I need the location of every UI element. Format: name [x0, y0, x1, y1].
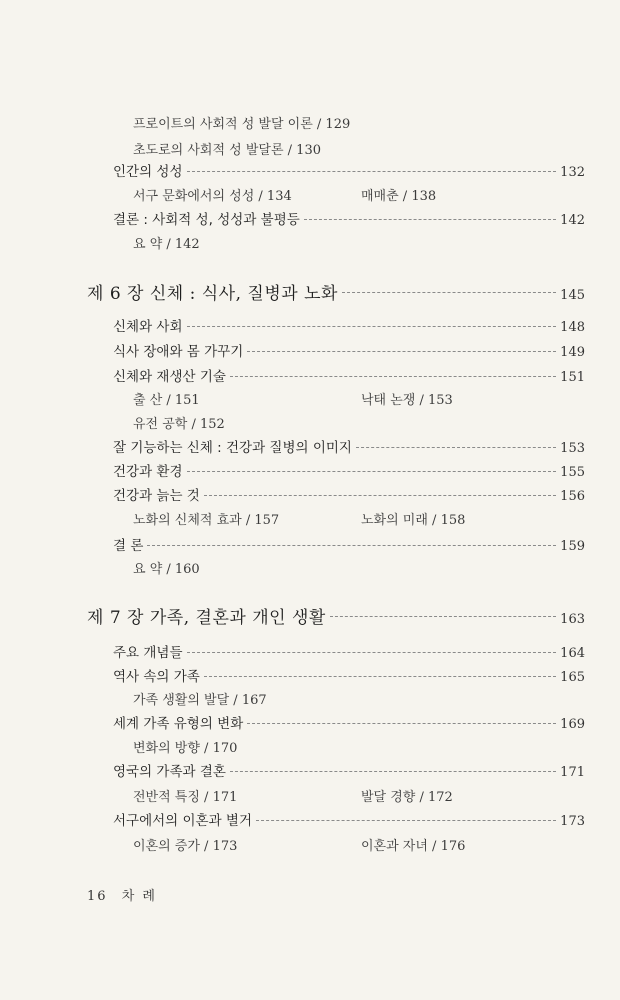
toc-subentry: 이혼의 증가 / 173	[133, 839, 238, 854]
toc-subentry: 출 산 / 151	[133, 393, 200, 408]
chapter-page: 163	[560, 612, 585, 627]
leader-dots	[204, 676, 556, 677]
toc-entry-page: 148	[560, 320, 585, 335]
toc-subentry: 서구 문화에서의 성성 / 134	[133, 189, 292, 204]
toc-subentry: 요 약 / 142	[133, 237, 200, 252]
toc-entry	[113, 439, 585, 458]
toc-entry-title: 잘 기능하는 신체 : 건강과 질병의 이미지	[113, 440, 352, 456]
footer-label: 차 례	[121, 889, 157, 904]
leader-dots	[247, 723, 556, 724]
chapter-title: 제 7 장 가족, 결혼과 개인 생활	[87, 608, 326, 628]
toc-subentry: 노화의 신체적 효과 / 157	[133, 513, 280, 528]
chapter-page: 145	[560, 288, 585, 303]
toc-subentry: 변화의 방향 / 170	[133, 741, 238, 756]
toc-entry-page: 173	[560, 814, 585, 829]
page-footer	[87, 885, 157, 904]
toc-entry-title: 주요 개념들	[113, 645, 183, 661]
toc-entry	[113, 715, 585, 734]
toc-entry	[113, 812, 585, 831]
toc-entry-title: 건강과 늙는 것	[113, 488, 200, 504]
leader-dots	[147, 545, 556, 546]
toc-entry	[113, 211, 585, 230]
toc-entry-title: 신체와 재생산 기술	[113, 369, 226, 385]
toc-entry	[113, 487, 585, 506]
toc-entry-page: 164	[560, 646, 585, 661]
toc-entry	[113, 668, 585, 687]
leader-dots	[230, 771, 556, 772]
leader-dots	[342, 292, 556, 293]
toc-entry	[113, 463, 585, 482]
leader-dots	[204, 495, 556, 496]
toc-subentry: 발달 경향 / 172	[361, 790, 453, 805]
leader-dots	[187, 652, 557, 653]
chapter-heading	[87, 607, 585, 631]
toc-entry-page: 159	[560, 539, 585, 554]
leader-dots	[256, 820, 556, 821]
leader-dots	[230, 376, 556, 377]
toc-entry-title: 건강과 환경	[113, 464, 183, 480]
toc-entry-title: 식사 장애와 몸 가꾸기	[113, 344, 244, 360]
toc-entry-page: 149	[560, 345, 585, 360]
toc-entry-title: 영국의 가족과 결혼	[113, 764, 226, 780]
toc-subentry: 전반적 특징 / 171	[133, 790, 238, 805]
toc-entry	[113, 537, 585, 556]
toc-entry	[113, 763, 585, 782]
toc-subentry: 초도로의 사회적 성 발달론 / 130	[133, 143, 321, 158]
toc-entry-title: 결론 : 사회적 성, 성성과 불평등	[113, 212, 300, 228]
toc-subentry: 유전 공학 / 152	[133, 417, 225, 432]
footer-page-number: 16	[87, 889, 108, 904]
leader-dots	[304, 219, 556, 220]
toc-entry-page: 171	[560, 765, 585, 780]
toc-subentry: 이혼과 자녀 / 176	[361, 839, 466, 854]
toc-entry	[113, 318, 585, 337]
chapter-title: 제 6 장 신체 : 식사, 질병과 노화	[87, 284, 338, 304]
toc-subentry: 요 약 / 160	[133, 562, 200, 577]
toc-entry-page: 169	[560, 717, 585, 732]
toc-entry-page: 165	[560, 670, 585, 685]
toc-entry-page: 155	[560, 465, 585, 480]
toc-entry	[113, 163, 585, 182]
leader-dots	[247, 351, 556, 352]
toc-subentry: 낙태 논쟁 / 153	[361, 393, 453, 408]
toc-entry-title: 역사 속의 가족	[113, 669, 200, 685]
toc-entry-title: 인간의 성성	[113, 164, 183, 180]
toc-subentry: 가족 생활의 발달 / 167	[133, 693, 267, 708]
toc-entry	[113, 343, 585, 362]
leader-dots	[187, 171, 557, 172]
toc-subentry: 매매춘 / 138	[361, 189, 437, 204]
toc-entry-page: 142	[560, 213, 585, 228]
toc-entry-page: 151	[560, 370, 585, 385]
toc-entry-title: 서구에서의 이혼과 별거	[113, 813, 252, 829]
toc-entry	[113, 644, 585, 663]
toc-entry-page: 153	[560, 441, 585, 456]
toc-entry	[113, 368, 585, 387]
chapter-heading	[87, 283, 585, 307]
leader-dots	[356, 447, 556, 448]
toc-entry-page: 156	[560, 489, 585, 504]
toc-entry-title: 세계 가족 유형의 변화	[113, 716, 244, 732]
toc-entry-title: 신체와 사회	[113, 319, 183, 335]
toc-entry-title: 결 론	[113, 538, 144, 554]
toc-subentry: 노화의 미래 / 158	[361, 513, 466, 528]
toc-subentry: 프로이트의 사회적 성 발달 이론 / 129	[133, 117, 351, 132]
toc-entry-page: 132	[560, 165, 585, 180]
leader-dots	[330, 616, 556, 617]
leader-dots	[187, 326, 557, 327]
leader-dots	[187, 471, 557, 472]
